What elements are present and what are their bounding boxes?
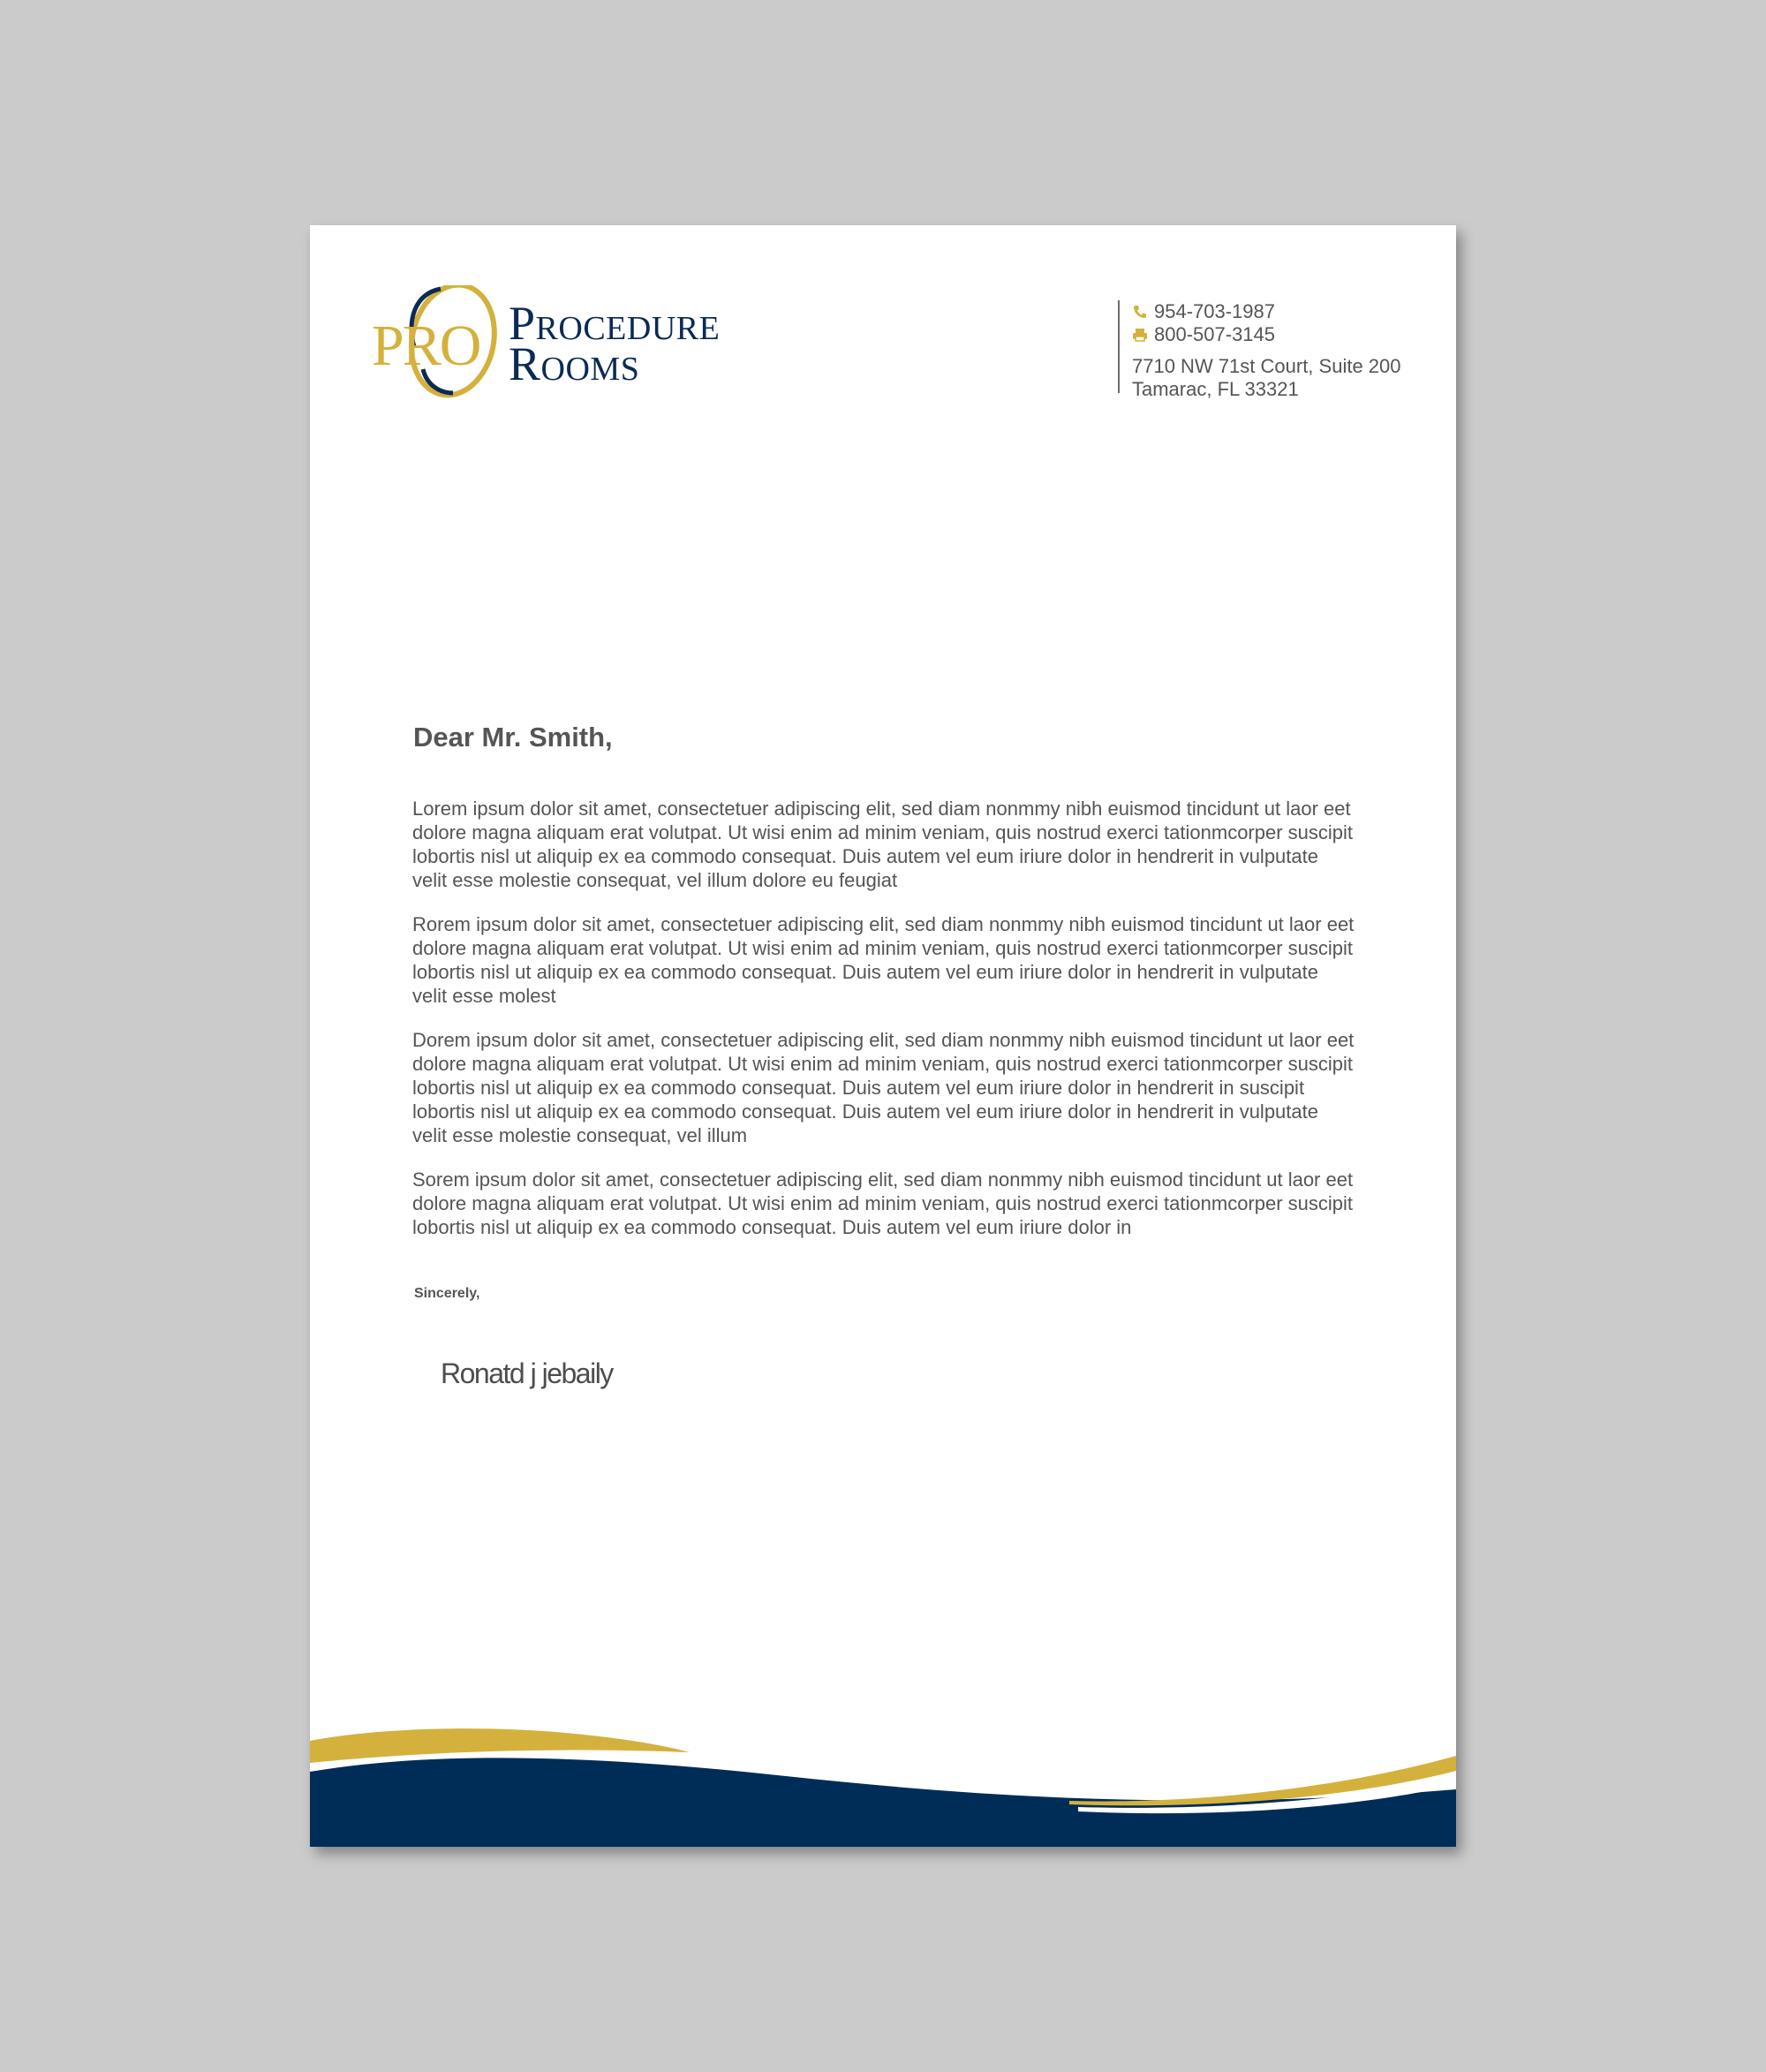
letter-paragraph: Lorem ipsum dolor sit amet, consectetuer adipiscing elit, sed diam nonmmy nibh euismod tincidunt ut laor eet dolore magna aliquam erat volutpat. Ut wisi enim ad minim veniam, quis nostrud exerci tationmcorper suscipit lobortis nisl ut aliquip ex ea commodo consequat. Duis autem vel eum iriure dolor in hendrerit in vulputate velit esse molestie consequat, vel illum dolore eu feugiat xyxy=(412,798,1354,891)
company-logo xyxy=(372,285,778,400)
letter-greeting: Dear Mr. Smith, xyxy=(413,722,613,752)
letter-paragraph: Dorem ipsum dolor sit amet, consectetuer adipiscing elit, sed diam nonmmy nibh euismod tincidunt ut laor eet dolore magna aliquam erat volutpat. Ut wisi enim ad minim veniam, quis nostrud exerci tationmcorper suscipit lobortis nisl ut aliquip ex ea commodo consequat. Duis autem vel eum iriure dolor in hendrerit in suscipit lobortis nisl ut aliquip ex ea commodo consequat. Duis autem vel eum iriure dolor in hendrerit in vulputate velit esse molestie consequat, vel illum xyxy=(412,1029,1355,1146)
phone-icon xyxy=(1132,304,1148,320)
logo-name-line1: Procedure xyxy=(509,297,721,350)
address-line2: Tamarac, FL 33321 xyxy=(1132,378,1299,400)
letterhead-page xyxy=(310,225,1456,1847)
fax-icon xyxy=(1132,327,1148,343)
letter-paragraph: Rorem ipsum dolor sit amet, consectetuer adipiscing elit, sed diam nonmmy nibh euismod tincidunt ut laor eet dolore magna aliquam erat volutpat. Ut wisi enim ad minim veniam, quis nostrud exerci tationmcorper suscipit lobortis nisl ut aliquip ex ea commodo consequat. Duis autem vel eum iriure dolor in hendrerit in vulputate velit esse molest xyxy=(412,913,1355,1007)
letter-body xyxy=(412,797,1355,1259)
fax-row xyxy=(1132,323,1401,346)
logo-name-line2: Rooms xyxy=(509,337,640,390)
letter-paragraph: Sorem ipsum dolor sit amet, consectetuer adipiscing elit, sed diam nonmmy nibh euismod tincidunt ut laor eet dolore magna aliquam erat volutpat. Ut wisi enim ad minim veniam, quis nostrud exerci tationmcorper suscipit lobortis nisl ut aliquip ex ea commodo consequat. Duis autem vel eum iriure dolor in xyxy=(412,1168,1354,1238)
logo-mark: PRO xyxy=(372,314,480,378)
letter-closing: Sincerely, xyxy=(414,1286,480,1301)
address-line1: 7710 NW 71st Court, Suite 200 xyxy=(1132,355,1401,377)
footer-wave xyxy=(310,1723,1456,1847)
phone-row xyxy=(1132,300,1401,323)
contact-block xyxy=(1118,300,1401,400)
signature: Ronatd j jebaily xyxy=(441,1357,613,1389)
phone-number[interactable]: 954-703-1987 xyxy=(1154,300,1276,322)
fax-number: 800-507-3145 xyxy=(1154,323,1276,345)
